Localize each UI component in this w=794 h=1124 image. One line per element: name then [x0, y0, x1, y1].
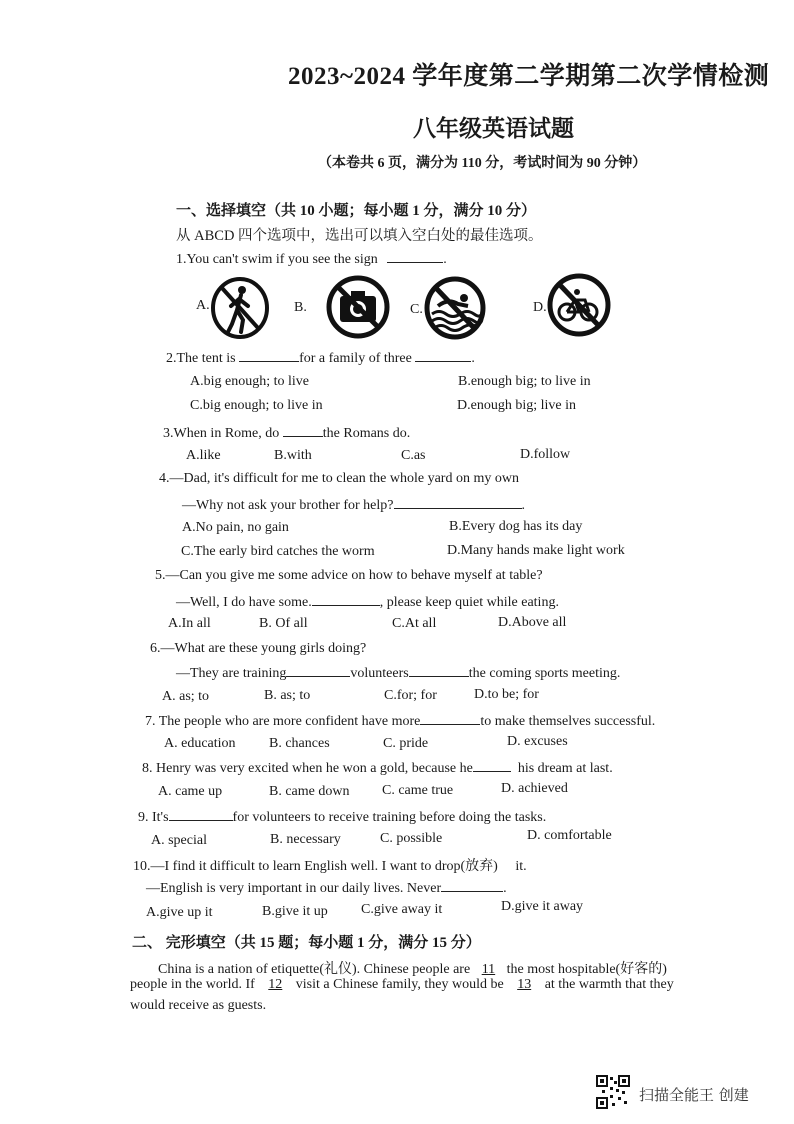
q5-text-a: —Well, I do have some. — [176, 595, 312, 610]
q7-option-a: A. education — [164, 736, 236, 751]
q6-option-c: C.for; for — [384, 688, 437, 703]
q1-option-a: A. — [196, 298, 210, 313]
q9-stem — [138, 808, 546, 826]
q6-option-a: A. as; to — [162, 689, 210, 704]
q7-stem — [145, 712, 655, 730]
q5-option-c: C.At all — [392, 616, 437, 631]
cloze-text-1a: China is a nation of etiquette(礼仪). Chinese people are — [158, 962, 471, 977]
q6-text-a: —They are training — [176, 666, 287, 681]
q2-text-b: for a family of three — [299, 351, 412, 366]
q8-text-a: 8. Henry was very excited when he won a gold, because he — [142, 761, 473, 776]
cloze-text-2a: people in the world. If — [130, 977, 255, 992]
q5-option-d: D.Above all — [498, 615, 567, 630]
q4-option-c: C.The early bird catches the worm — [181, 544, 375, 559]
section1-instruction: 从 ABCD 四个选项中，选出可以填入空白处的最佳选项。 — [176, 228, 543, 244]
q4-option-a: A.No pain, no gain — [182, 520, 289, 535]
q9-option-d: D. comfortable — [527, 828, 612, 843]
q10-option-c: C.give away it — [361, 902, 443, 917]
q3-option-b: B.with — [274, 448, 312, 463]
q6-blank-2 — [409, 664, 469, 677]
cloze-blank-12: 12 — [268, 977, 283, 992]
q5-option-b: B. Of all — [259, 616, 308, 631]
q1-blank — [387, 250, 443, 263]
no-cycling-sign-icon — [547, 272, 611, 338]
q6-text-c: the coming sports meeting. — [468, 666, 621, 681]
q4-text-b: —Why not ask your brother for help? — [182, 498, 394, 513]
q2-option-d: D.enough big; live in — [457, 398, 576, 413]
q10-option-b: B.give it up — [262, 904, 328, 919]
q3-blank — [283, 424, 323, 437]
exam-note: （本卷共 6 页，满分为 110 分，考试时间为 90 分钟） — [318, 156, 647, 171]
q3-text-a: 3.When in Rome, do — [163, 426, 280, 441]
q8-option-b: B. came down — [269, 784, 350, 799]
q1-option-b: B. — [294, 300, 307, 315]
q4-stem: 4.—Dad, it's difficult for me to clean the whole yard on my own — [159, 471, 519, 486]
q2-option-b: B.enough big; to live in — [458, 374, 591, 389]
q10-end: it. — [515, 859, 527, 874]
q9-option-b: B. necessary — [270, 832, 341, 847]
cloze-line-2 — [130, 977, 674, 993]
q6-option-d: D.to be; for — [474, 687, 539, 702]
q9-text-a: 9. It's — [138, 810, 169, 825]
q5-stem2 — [176, 593, 559, 611]
q4-end: . — [521, 498, 525, 513]
cloze-line-3: would receive as guests. — [130, 998, 267, 1013]
cloze-line-1 — [158, 958, 667, 978]
q4-option-b: B.Every dog has its day — [449, 519, 583, 534]
q7-text-a: 7. The people who are more confident have more — [145, 714, 421, 729]
q8-option-d: D. achieved — [501, 781, 568, 796]
cloze-text-1b: the most hospitable(好客的) — [506, 962, 667, 977]
cloze-text-2b: visit a Chinese family, they would be — [295, 977, 504, 992]
q4-stem2 — [182, 496, 525, 514]
q8-option-c: C. came true — [382, 783, 454, 798]
q3-stem — [163, 424, 410, 442]
q10-text-a: 10.—I find it difficult to learn English well. I want to drop(放弃) — [133, 859, 498, 874]
q2-blank-1 — [239, 349, 299, 362]
q7-blank — [420, 712, 480, 725]
q2-text-a: 2.The tent is — [166, 351, 236, 366]
q10-option-a: A.give up it — [146, 905, 213, 920]
q3-option-a: A.like — [186, 448, 221, 463]
q2-option-a: A.big enough; to live — [190, 374, 309, 389]
q1-text: 1.You can't swim if you see the sign — [176, 252, 378, 267]
q5-option-a: A.In all — [168, 616, 211, 631]
q9-text-b: for volunteers to receive training before doing the tasks. — [232, 810, 547, 825]
q9-option-c: C. possible — [380, 831, 443, 846]
q1-option-c: C. — [410, 302, 423, 317]
cloze-blank-13: 13 — [517, 977, 532, 992]
q10-stem2 — [146, 879, 507, 897]
q5-text-b: , please keep quiet while eating. — [379, 595, 559, 610]
q2-blank-2 — [415, 349, 471, 362]
q8-text-b: his dream at last. — [517, 761, 613, 776]
q1-end: . — [443, 252, 447, 267]
section1-heading: 一、选择填空（共 10 小题；每小题 1 分，满分 10 分） — [176, 203, 537, 219]
q5-blank — [312, 593, 380, 606]
q6-text-b: volunteers — [350, 666, 409, 681]
q10-option-d: D.give it away — [501, 899, 584, 914]
q6-stem2 — [176, 664, 620, 682]
q10-blank — [441, 879, 503, 892]
q2-option-c: C.big enough; to live in — [190, 398, 323, 413]
q8-blank — [473, 759, 511, 772]
q4-blank — [394, 496, 522, 509]
q9-option-a: A. special — [151, 833, 207, 848]
q8-option-a: A. came up — [158, 784, 223, 799]
q4-option-d: D.Many hands make light work — [447, 543, 625, 558]
q9-blank — [169, 808, 233, 821]
no-walking-sign-icon — [210, 276, 270, 340]
q10-end2: . — [503, 881, 507, 896]
q7-option-d: D. excuses — [507, 734, 568, 749]
section2-heading: 二、 完形填空（共 15 题；每小题 1 分，满分 15 分） — [132, 935, 481, 951]
no-swimming-sign-icon — [424, 276, 486, 340]
q2-end: . — [471, 351, 475, 366]
q3-text-b: the Romans do. — [322, 426, 411, 441]
no-photography-sign-icon — [325, 274, 391, 340]
q1-stem — [176, 250, 447, 268]
q2-stem — [166, 349, 475, 367]
exam-subtitle: 八年级英语试题 — [413, 116, 574, 141]
q7-option-c: C. pride — [383, 736, 429, 751]
cloze-blank-11: 11 — [481, 962, 496, 977]
cloze-text-2c: at the warmth that they — [544, 977, 674, 992]
exam-title: 2023~2024 学年度第二学期第二次学情检测 — [288, 63, 770, 90]
qr-code-icon — [596, 1075, 630, 1109]
q5-stem: 5.—Can you give me some advice on how to behave myself at table? — [155, 568, 543, 583]
scanner-app-label: 扫描全能王 创建 — [639, 1086, 749, 1104]
q1-option-d: D. — [533, 300, 547, 315]
q6-blank-1 — [286, 664, 350, 677]
q3-option-d: D.follow — [520, 447, 571, 462]
q3-option-c: C.as — [401, 448, 426, 463]
q7-option-b: B. chances — [269, 736, 330, 751]
q10-text-b: —English is very important in our daily lives. Never — [146, 881, 442, 896]
q8-stem — [142, 759, 613, 777]
q10-stem — [133, 855, 527, 875]
q6-option-b: B. as; to — [264, 688, 311, 703]
q6-stem: 6.—What are these young girls doing? — [150, 641, 367, 656]
q7-text-b: to make themselves successful. — [480, 714, 656, 729]
